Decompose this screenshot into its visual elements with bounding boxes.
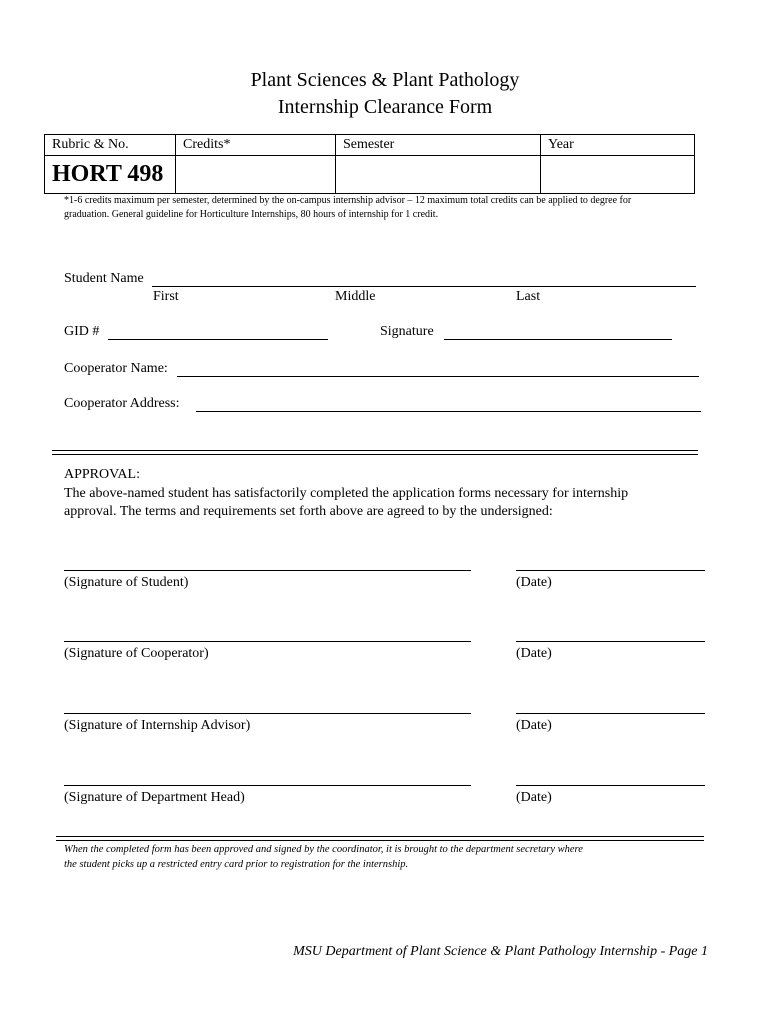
approval-heading: APPROVAL: [64,467,140,482]
first-name-label: First [153,289,179,304]
approval-text-line1: The above-named student has satisfactorily completed the application forms necessary for internship [64,486,629,501]
cooperator-date-line[interactable] [516,641,705,642]
cooperator-date-label: (Date) [516,646,552,661]
cooperator-signature-label: (Signature of Cooperator) [64,646,209,661]
course-table [44,134,695,194]
department-head-signature-label: (Signature of Department Head) [64,790,245,805]
footer-note-line1: When the completed form has been approved and signed by the coordinator, it is brought to the department secretary where [64,844,583,855]
credit-note [64,194,714,222]
rubric-cell [45,156,176,194]
footer-note-line2: the student picks up a restricted entry card prior to registration for the internship. [64,859,409,870]
student-date-label: (Date) [516,575,552,590]
year-cell[interactable] [541,156,695,194]
gid-line[interactable] [108,339,328,340]
middle-name-label: Middle [335,289,376,304]
cooperator-name-label: Cooperator Name: [64,361,168,376]
advisor-signature-label: (Signature of Internship Advisor) [64,718,251,733]
credits-header: Credits* [176,135,336,156]
footer-divider [56,836,704,841]
form-title-line2: Internship Clearance Form [277,96,493,118]
page-footer: MSU Department of Plant Science & Plant Pathology Internship - Page 1 [293,944,708,959]
rubric-value: HORT 498 [52,161,164,187]
department-head-date-line[interactable] [516,785,705,786]
advisor-signature-line[interactable] [64,713,471,714]
signature-line[interactable] [444,339,672,340]
last-name-label: Last [516,289,541,304]
semester-header: Semester [336,135,541,156]
credit-note-line2: graduation. General guideline for Horticulture Internships, 80 hours of internship for 1 credit. [64,209,439,220]
department-head-signature-line[interactable] [64,785,471,786]
semester-cell[interactable] [336,156,541,194]
approval-text-line2: approval. The terms and requirements set forth above are agreed to by the undersigned: [64,504,553,519]
student-name-label: Student Name [64,271,144,286]
student-date-line[interactable] [516,570,705,571]
student-name-line[interactable] [152,286,696,287]
credits-cell[interactable] [176,156,336,194]
form-title-line1: Plant Sciences & Plant Pathology [250,69,520,91]
cooperator-name-line[interactable] [177,376,699,377]
credit-note-line1: *1-6 credits maximum per semester, determined by the on-campus internship advisor – 12 maximum total credits can be applied to degree for [64,195,632,206]
rubric-header: Rubric & No. [45,135,176,156]
advisor-date-label: (Date) [516,718,552,733]
student-signature-line[interactable] [64,570,471,571]
cooperator-signature-line[interactable] [64,641,471,642]
student-signature-label: (Signature of Student) [64,575,189,590]
signature-label: Signature [380,324,434,339]
gid-label: GID # [64,324,100,339]
year-header: Year [541,135,695,156]
section-divider [52,450,698,455]
department-head-date-label: (Date) [516,790,552,805]
cooperator-address-label: Cooperator Address: [64,396,180,411]
footer-note [64,842,583,872]
cooperator-address-line[interactable] [196,411,701,412]
advisor-date-line[interactable] [516,713,705,714]
